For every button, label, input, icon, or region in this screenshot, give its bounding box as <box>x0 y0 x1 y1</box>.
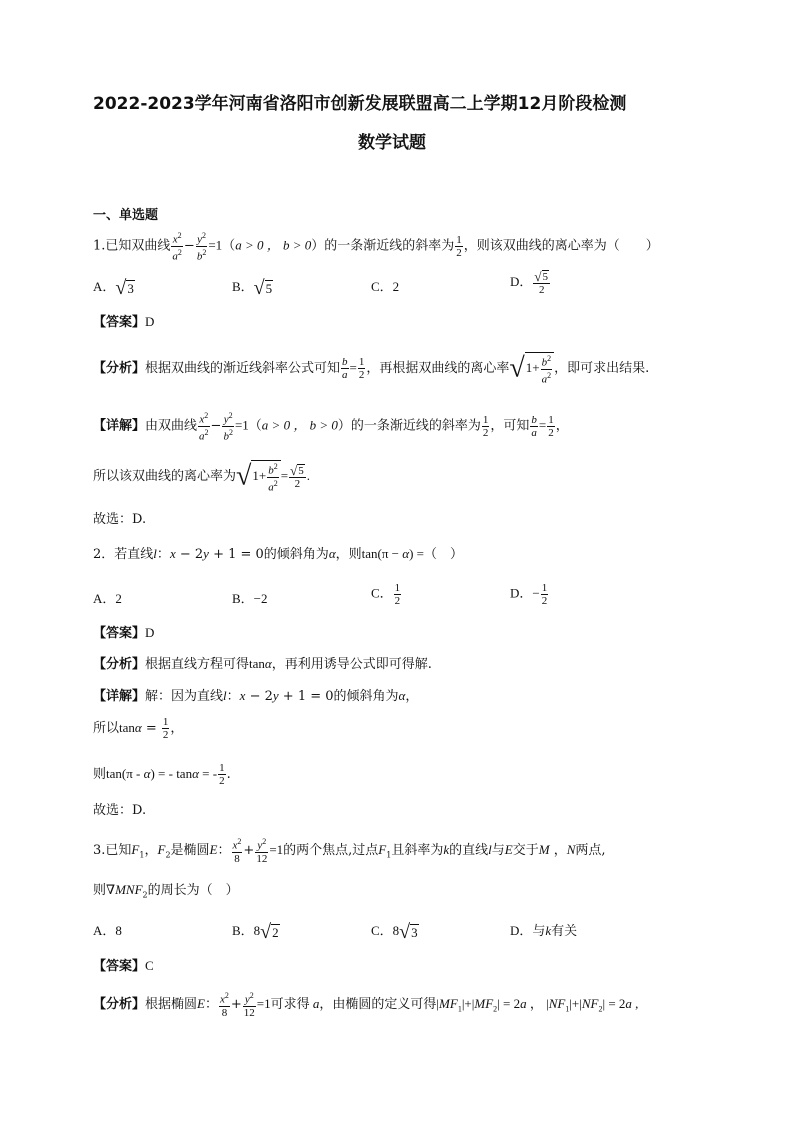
q2-answer: 【答案】D <box>93 625 155 641</box>
q3-analysis: 【分析】根据椭圆E： $\frac{x^2}{8}$ + $\frac{y^2}{12}$ =1可求得 a，由椭圆的定义可得$|MF_1|+|MF_2| = 2a$ ， $|NF_1|+|NF_2| = 2a$ , <box>93 991 639 1019</box>
q1-option-a: A．√3 <box>93 277 134 300</box>
q1-detail: 【详解】由双曲线 $\frac{x^2}{a^2}$ − $\frac{y^2}{b^2}$ =1（a > 0 ， b > 0）的一条渐近线的斜率为 $\frac{1}{2}$ ，可知 $\frac{b}{a}$ = $\frac{1}{2}$ ， <box>93 411 569 443</box>
q1-answer: 【答案】D <box>93 314 155 330</box>
q2-analysis: 【分析】根据直线方程可得tanα，再利用诱导公式即可得解. <box>93 656 432 672</box>
q2-detail: 【详解】解：因为直线l：x − 2y + 1 = 0的倾斜角为α， <box>93 688 419 704</box>
q1-option-d: D． $\frac{√5}{2}$ <box>510 269 549 296</box>
q2-option-c: C． $\frac{1}{2}$ <box>371 582 401 607</box>
q2-option-d: D．− $\frac{1}{2}$ <box>510 582 548 607</box>
section-header: 一、单选题 <box>93 208 159 223</box>
q1-option-b: B．√5 <box>232 277 273 300</box>
q2-detail-line2: 所以tanα = $\frac{1}{2}$ ， <box>93 716 184 741</box>
q3-answer: 【答案】C <box>93 958 154 974</box>
q1-analysis: 【分析】根据双曲线的渐近线斜率公式可知 $\frac{b}{a}$ = $\frac{1}{2}$ ，再根据双曲线的离心率√1+ $\frac{b^2}{a^2}$ ，即可求出结果. <box>93 352 650 386</box>
q2-conclusion: 故选：D. <box>93 803 147 818</box>
q3-option-a: A．8 <box>93 923 122 938</box>
q3-option-c: C．8√3 <box>371 921 418 944</box>
question-3-stem-line2: 则$\nabla MNF_2$的周长为（ ） <box>93 882 239 900</box>
q2-option-a: A．2 <box>93 591 122 606</box>
q2-detail-line3: 则tan(π - α) = - tanα = - $\frac{1}{2}$ . <box>93 762 231 787</box>
q3-option-d: D．与k有关 <box>510 923 578 938</box>
q1-conclusion: 故选：D. <box>93 512 147 527</box>
page-title-line1: 2022-2023学年河南省洛阳市创新发展联盟高二上学期12月阶段检测 <box>93 94 627 114</box>
page-title-line2: 数学试题 <box>358 133 426 153</box>
q2-option-b: B．−2 <box>232 591 268 606</box>
question-3-stem: 3.已知$F_1$，$F_2$是椭圆E： $\frac{x^2}{8}$ + $\frac{y^2}{12}$ =1的两个焦点,过点$F_1$且斜率为k的直线l与E交于M ，N两点, <box>93 837 606 865</box>
question-2-stem: 2．若直线l：x − 2y + 1 = 0的倾斜角为α，则tan(π − α) =（ ） <box>93 546 464 562</box>
question-1-stem: 1.已知双曲线 $\frac{x^2}{a^2}$ − $\frac{y^2}{b^2}$ =1（a > 0 ， b > 0）的一条渐近线的斜率为 $\frac{1}{2}$ ，则该双曲线的离心率为（ ） <box>93 231 659 263</box>
q1-detail-line2: 所以该双曲线的离心率为√1+ $\frac{b^2}{a^2}$ = $\frac{√5}{2}$ . <box>93 460 310 494</box>
q1-option-c: C．2 <box>371 279 400 294</box>
q3-option-b: B．8√2 <box>232 921 279 944</box>
